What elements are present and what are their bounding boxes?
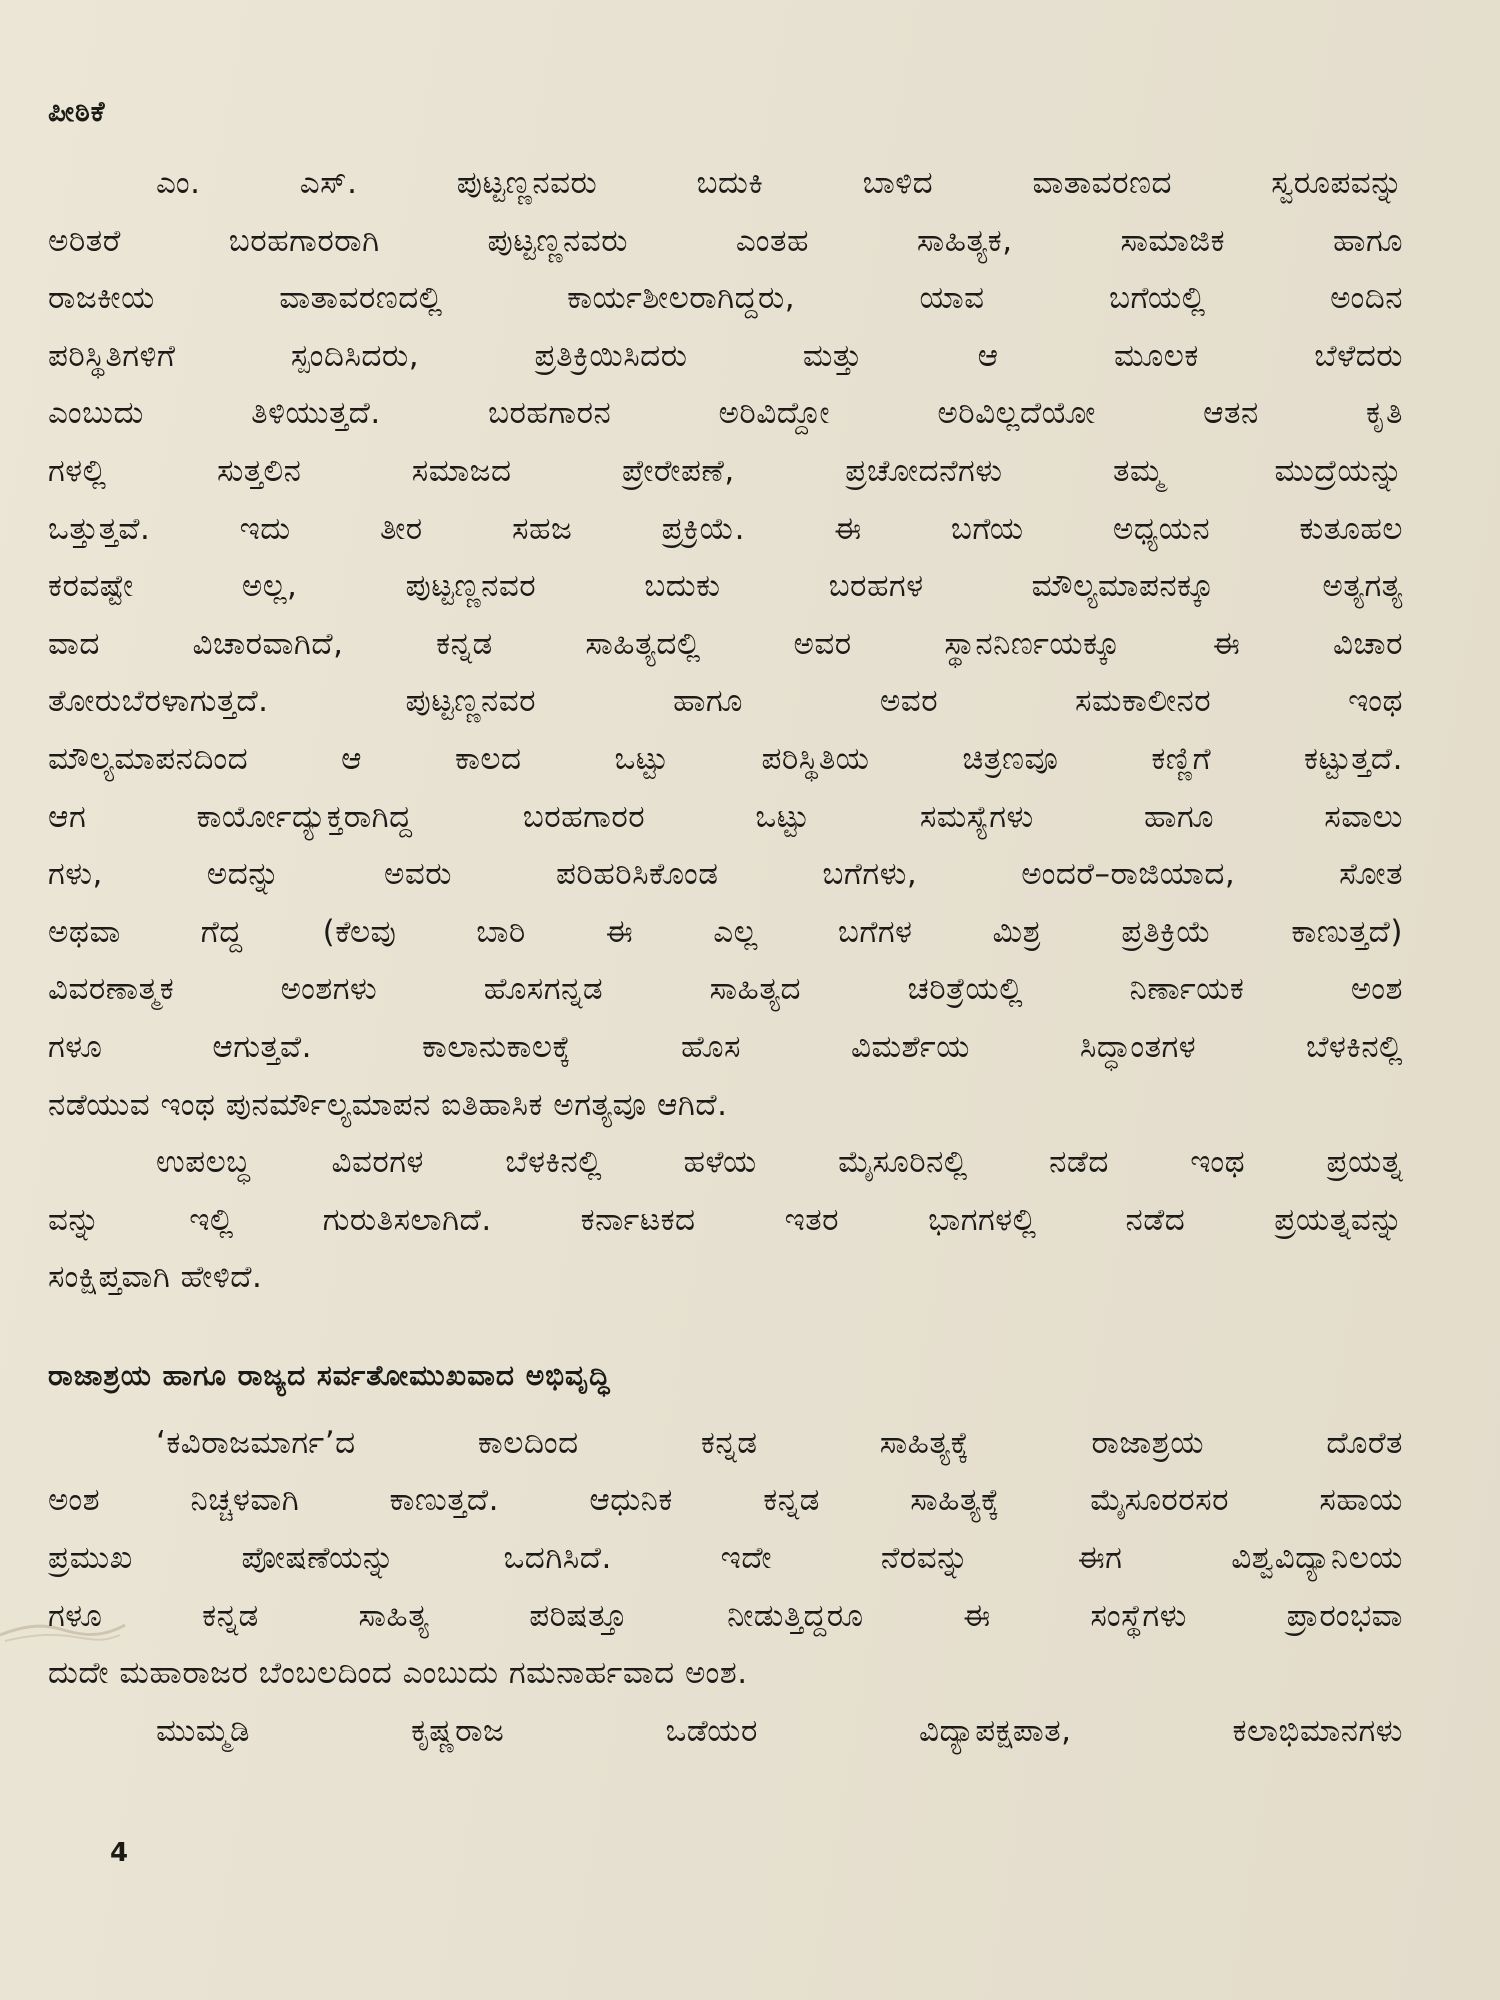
text-line: ಕರವಷ್ಟೇ ಅಲ್ಲ, ಪುಟ್ಟಣ್ಣನವರ ಬದುಕು ಬರಹಗಳ ಮೌಲ್ಯಮಾಪನಕ್ಕೂ ಅತ್ಯಗತ್ಯ (48, 568, 1403, 605)
text-line: ಒತ್ತುತ್ತವೆ. ಇದು ತೀರ ಸಹಜ ಪ್ರಕ್ರಿಯೆ. ಈ ಬಗೆಯ ಅಧ್ಯಯನ ಕುತೂಹಲ (48, 510, 1403, 547)
text-line: ದುದೇ ಮಹಾರಾಜರ ಬೆಂಬಲದಿಂದ ಎಂಬುದು ಗಮನಾರ್ಹವಾದ ಅಂಶ. (48, 1655, 748, 1692)
section-heading-royal-patronage: ರಾಜಾಶ್ರಯ ಹಾಗೂ ರಾಜ್ಯದ ಸರ್ವತೋಮುಖವಾದ ಅಭಿವೃದ್ಧಿ (48, 1358, 611, 1392)
text-line: ಅಂಶ ನಿಚ್ಚಳವಾಗಿ ಕಾಣುತ್ತದೆ. ಆಧುನಿಕ ಕನ್ನಡ ಸಾಹಿತ್ಯಕ್ಕೆ ಮೈಸೂರರಸರ ಸಹಾಯ (48, 1482, 1403, 1519)
text-line: ವಾದ ವಿಚಾರವಾಗಿದೆ, ಕನ್ನಡ ಸಾಹಿತ್ಯದಲ್ಲಿ ಅವರ ಸ್ಥಾನನಿರ್ಣಯಕ್ಕೂ ಈ ವಿಚಾರ (48, 625, 1403, 662)
text-line: ವನ್ನು ಇಲ್ಲಿ ಗುರುತಿಸಲಾಗಿದೆ. ಕರ್ನಾಟಕದ ಇತರ ಭಾಗಗಳಲ್ಲಿ ನಡೆದ ಪ್ರಯತ್ನವನ್ನು (48, 1201, 1403, 1238)
text-line: ಎಂಬುದು ತಿಳಿಯುತ್ತದೆ. ಬರಹಗಾರನ ಅರಿವಿದ್ದೋ ಅರಿವಿಲ್ಲದೆಯೋ ಆತನ ಕೃತಿ (48, 395, 1403, 432)
text-line: ನಡೆಯುವ ಇಂಥ ಪುನರ್ಮೌಲ್ಯಮಾಪನ ಐತಿಹಾಸಿಕ ಅಗತ್ಯವೂ ಆಗಿದೆ. (48, 1086, 728, 1123)
page-content (48, 95, 1403, 1760)
text-line: ಉಪಲಬ್ಧ ವಿವರಗಳ ಬೆಳಕಿನಲ್ಲಿ ಹಳೆಯ ಮೈಸೂರಿನಲ್ಲಿ ನಡೆದ ಇಂಥ ಪ್ರಯತ್ನ (156, 1144, 1403, 1181)
paragraph-4 (48, 1703, 1403, 1761)
page-number: 4 (110, 1838, 129, 1868)
text-line: ತೋರುಬೆರಳಾಗುತ್ತದೆ. ಪುಟ್ಟಣ್ಣನವರ ಹಾಗೂ ಅವರ ಸಮಕಾಲೀನರ ಇಂಥ (48, 683, 1403, 720)
text-line: ಮೌಲ್ಯಮಾಪನದಿಂದ ಆ ಕಾಲದ ಒಟ್ಟು ಪರಿಸ್ಥಿತಿಯ ಚಿತ್ರಣವೂ ಕಣ್ಣಿಗೆ ಕಟ್ಟುತ್ತದೆ. (48, 740, 1403, 777)
text-line: ಆಗ ಕಾರ್ಯೋದ್ಯುಕ್ತರಾಗಿದ್ದ ಬರಹಗಾರರ ಒಟ್ಟು ಸಮಸ್ಯೆಗಳು ಹಾಗೂ ಸವಾಲು (48, 798, 1403, 835)
text-line: ಅರಿತರೆ ಬರಹಗಾರರಾಗಿ ಪುಟ್ಟಣ್ಣನವರು ಎಂತಹ ಸಾಹಿತ್ಯಕ, ಸಾಮಾಜಿಕ ಹಾಗೂ (48, 222, 1403, 259)
text-line: ಎಂ. ಎಸ್. ಪುಟ್ಟಣ್ಣನವರು ಬದುಕಿ ಬಾಳಿದ ವಾತಾವರಣದ ಸ್ವರೂಪವನ್ನು (156, 165, 1403, 201)
text-line: ‘ಕವಿರಾಜಮಾರ್ಗ’ದ ಕಾಲದಿಂದ ಕನ್ನಡ ಸಾಹಿತ್ಯಕ್ಕೆ ರಾಜಾಶ್ರಯ ದೊರೆತ (156, 1424, 1403, 1461)
text-line: ಸಂಕ್ಷಿಪ್ತವಾಗಿ ಹೇಳಿದೆ. (48, 1259, 263, 1296)
text-line: ಅಥವಾ ಗೆದ್ದ (ಕೆಲವು ಬಾರಿ ಈ ಎಲ್ಲ ಬಗೆಗಳ ಮಿಶ್ರ ಪ್ರತಿಕ್ರಿಯೆ ಕಾಣುತ್ತದೆ) (48, 913, 1403, 950)
text-line: ಗಳು, ಅದನ್ನು ಅವರು ಪರಿಹರಿಸಿಕೊಂಡ ಬಗೆಗಳು, ಅಂದರೆ–ರಾಜಿಯಾದ, ಸೋತ (48, 856, 1403, 893)
text-line: ಗಳೂ ಆಗುತ್ತವೆ. ಕಾಲಾನುಕಾಲಕ್ಕೆ ಹೊಸ ವಿಮರ್ಶೆಯ ಸಿದ್ಧಾಂತಗಳ ಬೆಳಕಿನಲ್ಲಿ (48, 1028, 1403, 1065)
text-line: ಗಳಲ್ಲಿ ಸುತ್ತಲಿನ ಸಮಾಜದ ಪ್ರೇರೇಪಣೆ, ಪ್ರಚೋದನೆಗಳು ತಮ್ಮ ಮುದ್ರೆಯನ್ನು (48, 452, 1403, 489)
text-line: ಗಳೂ ಕನ್ನಡ ಸಾಹಿತ್ಯ ಪರಿಷತ್ತೂ ನೀಡುತ್ತಿದ್ದರೂ ಈ ಸಂಸ್ಥೆಗಳು ಪ್ರಾರಂಭವಾ (48, 1597, 1403, 1634)
text-line: ವಿವರಣಾತ್ಮಕ ಅಂಶಗಳು ಹೊಸಗನ್ನಡ ಸಾಹಿತ್ಯದ ಚರಿತ್ರೆಯಲ್ಲಿ ನಿರ್ಣಾಯಕ ಅಂಶ (48, 971, 1403, 1008)
paragraph-1 (48, 155, 1403, 1134)
section-heading-introduction: ಪೀಠಿಕೆ (48, 95, 106, 128)
text-line: ರಾಜಕೀಯ ವಾತಾವರಣದಲ್ಲಿ ಕಾರ್ಯಶೀಲರಾಗಿದ್ದರು, ಯಾವ ಬಗೆಯಲ್ಲಿ ಅಂದಿನ (48, 280, 1403, 317)
text-line: ಪ್ರಮುಖ ಪೋಷಣೆಯನ್ನು ಒದಗಿಸಿದೆ. ಇದೇ ನೆರವನ್ನು ಈಗ ವಿಶ್ವವಿದ್ಯಾನಿಲಯ (48, 1540, 1403, 1577)
paragraph-3 (48, 1415, 1403, 1703)
paragraph-2 (48, 1134, 1403, 1307)
text-line: ಮುಮ್ಮಡಿ ಕೃಷ್ಣರಾಜ ಒಡೆಯರ ವಿದ್ಯಾಪಕ್ಷಪಾತ, ಕಲಾಭಿಮಾನಗಳು (156, 1712, 1403, 1749)
text-line: ಪರಿಸ್ಥಿತಿಗಳಿಗೆ ಸ್ಪಂದಿಸಿದರು, ಪ್ರತಿಕ್ರಿಯಿಸಿದರು ಮತ್ತು ಆ ಮೂಲಕ ಬೆಳೆದರು (48, 337, 1403, 374)
